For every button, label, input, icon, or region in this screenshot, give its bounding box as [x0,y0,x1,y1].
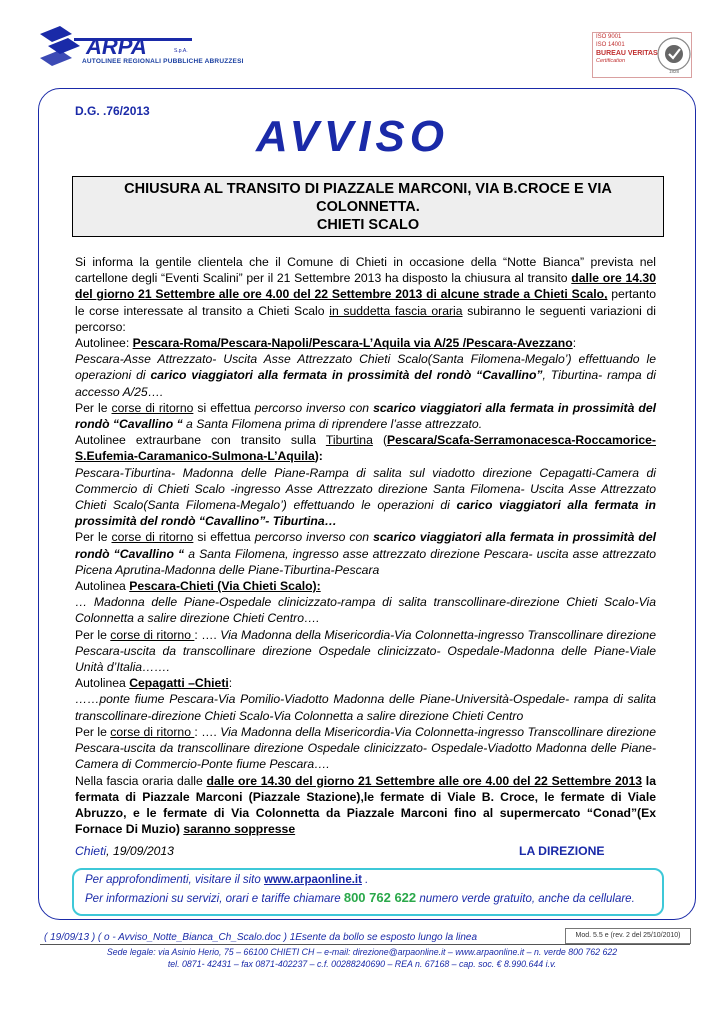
notice-title-box [72,176,664,237]
route-3-detail: … Madonna delle Piane-Ospedale clinicizzato-rampa di salita transcollinare-direzione Chieti Scalo-Via Colonnetta a salire direzione Chieti Centro…. [75,595,656,626]
signature: LA DIREZIONE [519,844,605,858]
website-link[interactable]: www.arpaonline.it [263,874,362,886]
route-2-heading: Autolinee extraurbane con transito sulla Tiburtina (Pescara/Scafa-Serramonacesca-Roccamorice-S.Eufemia-Caramanico-Sulmona-L’Aquila): [75,433,656,464]
closing-paragraph: Nella fascia oraria dalle dalle ore 14.30 del giorno 21 Settembre alle ore 4.00 del 22 Settembre 2013 la fermata di Piazzale Marconi (Piazzale Stazione),le fermate di Viale B. Croce, le fermate di Viale Abruzzo, e le fermate di Via Colonnetta da Piazzale Marconi fino al supermercato “Conad”(Ex Fornace Di Muzio) saranno soppresse [75,773,656,837]
route-3-return: Per le corse di ritorno : …. Via Madonna della Misericordia-Via Colonnetta-ingresso Transcollinare direzione Pescara-uscita da transcollinare direzione Ospedale clinicizzato- Ospedale-Madonna delle Piane-Viale Unità d’Italia……. [75,627,656,675]
date: , 19/09/2013 [106,844,174,858]
cert-iso9001: ISO 9001 [596,34,622,40]
document-number: D.G. .76/2013 [75,104,150,118]
legal-address-line-1: Sede legale: via Asinio Herio, 75 – 66100 CHIETI CH – e-mail: direzione@arpaonline.it – www.arpaonline.it – n. verde 800 762 622 [106,947,618,957]
seal-year: 1828 [668,69,680,74]
logo-tagline: AUTOLINEE REGIONALI PUBBLICHE ABRUZZESI [82,58,244,65]
route-3-heading: Autolinea Pescara-Chieti (Via Chieti Scalo): [75,579,321,594]
route-2-detail: Pescara-Tiburtina- Madonna delle Piane-Rampa di salita sul viadotto direzione Cepagatti-Camera di Commercio di Chieti Scalo -ingresso Asse Attrezzato direzione Santa Filomena- Uscita Asse Attrezzato Chieti Scalo(Santa Filomena-Megalo’) effettuando le operazioni di carico viaggiatori alla fermata in prossimità del rondò “Cavallino”- Tiburtina… [75,465,656,529]
info-line-website: Per approfondimenti, visitare il sito www.arpaonline.it . [85,874,369,886]
route-1-return: Per le corse di ritorno si effettua percorso inverso con scarico viaggiatori alla fermata in prossimità del rondò “Cavallino “ a Santa Filomena prima di riprendere l’asse attrezzato. [75,400,656,432]
cert-bureau-veritas: BUREAU VERITAS [596,50,658,57]
intro-paragraph: Si informa la gentile clientela che il Comune di Chieti in occasione della “Notte Bianca” prevista nel cartellone degli “Eventi Scalini” per il 21 Settembre 2013 ha disposto la chiusura al transito dalle ore 14.30 del giorno 21 Settembre alle ore 4.00 del 22 Settembre 2013 di alcune strade a Chieti Scalo, pertanto le corse interessate al transito a Chieti Scalo in suddetta fascia oraria subiranno le seguenti variazioni di percorso: [75,255,656,334]
title-line-1: CHIUSURA AL TRANSITO DI PIAZZALE MARCONI, VIA B.CROCE E VIA [124,181,612,197]
route-2-return: Per le corse di ritorno si effettua percorso inverso con scarico viaggiatori alla fermata in prossimità del rondò “Cavallino “ a Santa Filomena, ingresso asse attrezzato direzione Pescara- uscita asse attrezzato Picena Aprutina-Madonna delle Piane-Tiburtina-Pescara [75,530,656,577]
route-4-detail: ……ponte fiume Pescara-Via Pomilio-Viadotto Madonna delle Piane-Università-Ospedale- rampa di salita transcollinare-direzione Chieti Scalo-Via Colonnetta a salire direzione Chieti Centro [75,692,656,723]
info-line-phone: Per informazioni su servizi, orari e tariffe chiamare 800 762 622 numero verde gratuito, anche da cellulare. [85,890,635,905]
cert-certification: Certification [596,58,626,64]
route-4-return: Per le corse di ritorno : …. Via Madonna della Misericordia-Via Colonnetta-ingresso Transcollinare direzione Pescara-uscita da transcollinare direzione Ospedale clinicizzato- Ospedale-Viadotto Madonna delle Piane-Camera di Commercio-Ponte fiume Pescara…. [75,724,656,772]
route-1-detail: Pescara-Asse Attrezzato- Uscita Asse Attrezzato Chieti Scalo(Santa Filomena-Megalo’) effettuando le operazioni di carico viaggiatori alla fermata in prossimità del rondò “Cavallino”, Tiburtina- rampa di accesso A/25…. [75,352,656,399]
footer-divider [40,944,690,945]
date-signature-line [75,844,656,858]
logo-wordmark: ARPA [86,34,147,59]
notice-body [75,254,656,837]
logo-suffix: S.p.A. [174,48,188,54]
title-line-3: CHIETI SCALO [316,217,420,233]
notice-heading: AVVISO [256,112,450,161]
cert-iso14001: ISO 14001 [596,42,625,48]
route-4-heading: Autolinea Cepagatti –Chieti: [75,676,233,691]
file-reference: ( 19/09/13 ) ( o - Avviso_Notte_Bianca_Ch_Scalo.doc ) 1Esente da bollo se esposto lungo la linea [44,932,478,943]
legal-address-line-2: tel. 0871- 42431 – fax 0871-402237 – c.f. 00288240690 – REA n. 67168 – cap. soc. € 8.990.644 i.v. [167,959,557,969]
route-1-heading: Autolinee: Pescara-Roma/Pescara-Napoli/Pescara-L’Aquila via A/25 /Pescara-Avezzano: [75,336,577,351]
form-version-box: Mod. 5.5 e (rev. 2 del 25/10/2010) [565,928,691,944]
toll-free-number: 800 762 622 [343,890,417,905]
bureau-veritas-seal-icon [656,34,692,74]
title-line-2: COLONNETTA. [316,199,420,215]
place: Chieti [75,844,107,858]
